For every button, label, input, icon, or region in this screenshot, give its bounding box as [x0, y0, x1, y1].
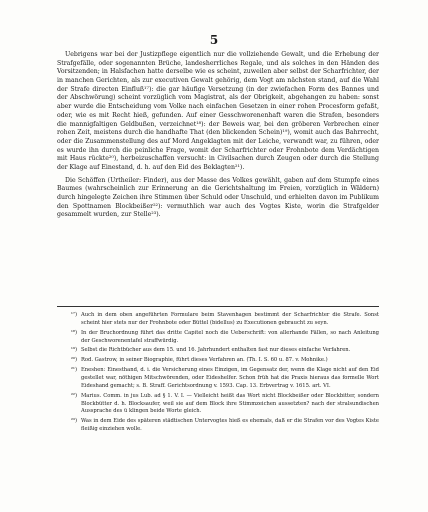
footnote-number: ¹⁷) — [70, 312, 77, 318]
footnote-text: Auch in dem oben angeführten Formulare beim Stavenhagen bestimmt der Scharfrichter die Strafe. Sonst scheint hier stets nur der Frohnbote oder Büttel (bidellus) zu Executionen gebraucht zu seyn. — [81, 312, 379, 326]
footnote — [57, 393, 379, 417]
footnote-number: ¹⁸) — [70, 329, 77, 336]
footnote — [57, 312, 379, 328]
footnote-number: ²³) — [70, 418, 77, 425]
footnotes — [57, 312, 379, 436]
footnote-text: Selbst die Richtbücher aus dem 15. und 16. Jahrhundert enthalten fast nur dieses einfache Verfahren. — [81, 347, 351, 354]
footnote — [57, 330, 379, 346]
paragraph: Uebrigens war bei der Justizpflege eigentlich nur die vollziehende Gewalt, und die Erhebung der Strafgefälle, oder sogenannten Brüche, landesherrliches Regale, und als solches in den Händen des Vorsitzenden; in Halsfachen hatte derselbe wie es scheint, zuweilen aber selbst der Scharfrichter, der in manchen Gerichten, als zur executiven Gewalt gehörig, dem Vogt am nächsten stand, auf die Wahl der Strafe directen Einfluß¹⁷): die gar häufige Versetzung (in der zwiefachen Form des Bannes und der Abschwörung) scheint vorzüglich vom Magistrat, als der Obrigkeit, abgehangen zu haben: sonst aber wurde die Entscheidung vom Volke nach einfachen Gesetzen in einer rohen Procesform gefaßt, oder, wie es mit Recht hieß, gefunden. Auf einer Gesschworenenhaft waren die Strafen, besonders die mannigfaltigen Geldbußen, verzeichnet¹⁸): der Beweis war, bei den gröberen Verbrechen einer rohen Zeit, meistens durch die handhafte That (den blickenden Schein)¹⁹), womit auch das Bahrrecht, oder die Zusammenstellung des auf Mord Angeklagten mit der Leiche, verwandt war, zu führen, oder es wurde ihn durch die peinliche Frage, womit der Scharfrichter oder Frohnbote dem Verdächtigen mit Haus rückte²⁰), herbeizuschaffen versucht: in Civilsachen durch Zeugen oder durch die Stellung der Klage auf Einestand, d. h. auf den Eid des Beklagten²¹). — [57, 51, 379, 171]
footnote-number: ¹⁹) — [70, 347, 77, 354]
page-number: 5 — [209, 33, 219, 47]
footnote-text: In der Bruchordnung führt das dritte Capitel noch die Ueberschrift: von allerhande Fällen, so nach Anleitung der Geschworenentafel straffwürdig. — [81, 329, 379, 344]
footnote — [57, 347, 379, 355]
footnote-number: ²¹) — [70, 366, 77, 373]
footnote-text: Rod. Gastrow, in seiner Biographie, führt dieses Verfahren an. (Th. I. S. 60 u. 87. v. Mohnike.) — [81, 357, 328, 364]
footnote — [57, 357, 379, 365]
footnote-text: Was in dem Eide des späteren städtischen Untervogtes hieß es ehemals, daß er die Strafen vor des Vogtes Kiste fleißig einziehen wolle. — [81, 418, 379, 433]
footnote-text: Marius. Comm. in jus Lub. ad § 1. V. I. — Vielleicht heißt das Wort nicht Blockbeißer oder Blockbitter, sondern Blockbütter d. h. Blocksaufer, weil sie auf dem Block ihre Stimmzeichen aussetzten? nach der stralsundischen Aussprache des ü klingen beide Worte gleich. — [81, 392, 379, 415]
main-text — [57, 51, 379, 224]
footnote-text: Eneshen: Einesthand, d. i. die Versicherung eines Einzigen, im Gegensatz der, wenn die Klage nicht auf den Eid gestellet war, nöthigen Mitschwörenden, oder Eideshelfer. Schon früh hat die Praxis hieraus das formelle Wort Eideshand gemacht; s. B. Straff. Gerichtsordnung v. 1593. Cap. 13. Erbvertrag v. 1615. art. VI. — [81, 366, 379, 389]
footnote-number: ²⁰) — [70, 357, 77, 364]
paragraph: Die Schöffen (Urtheiler: Finder), aus der Masse des Volkes gewählt, gaben auf dem Stumpfe eines Baumes (wahrscheinlich zur Erinnerung an die Gerichtshaltung im Freien, vorzüglich in Wäldern) durch hingelegte Zeichen ihre Stimmen über Schuld oder Unschuld, und erhielten davon im Publikum den Spottnamen Blockbeißer²²): vermuthlich war auch des Vogtes Kiste, worin die Strafgelder gesammelt wurden, zur Stelle²³). — [57, 176, 379, 219]
footnote — [57, 418, 379, 434]
footnote-number: ²²) — [70, 392, 77, 399]
footnote-divider — [57, 306, 379, 307]
footnote — [57, 367, 379, 391]
